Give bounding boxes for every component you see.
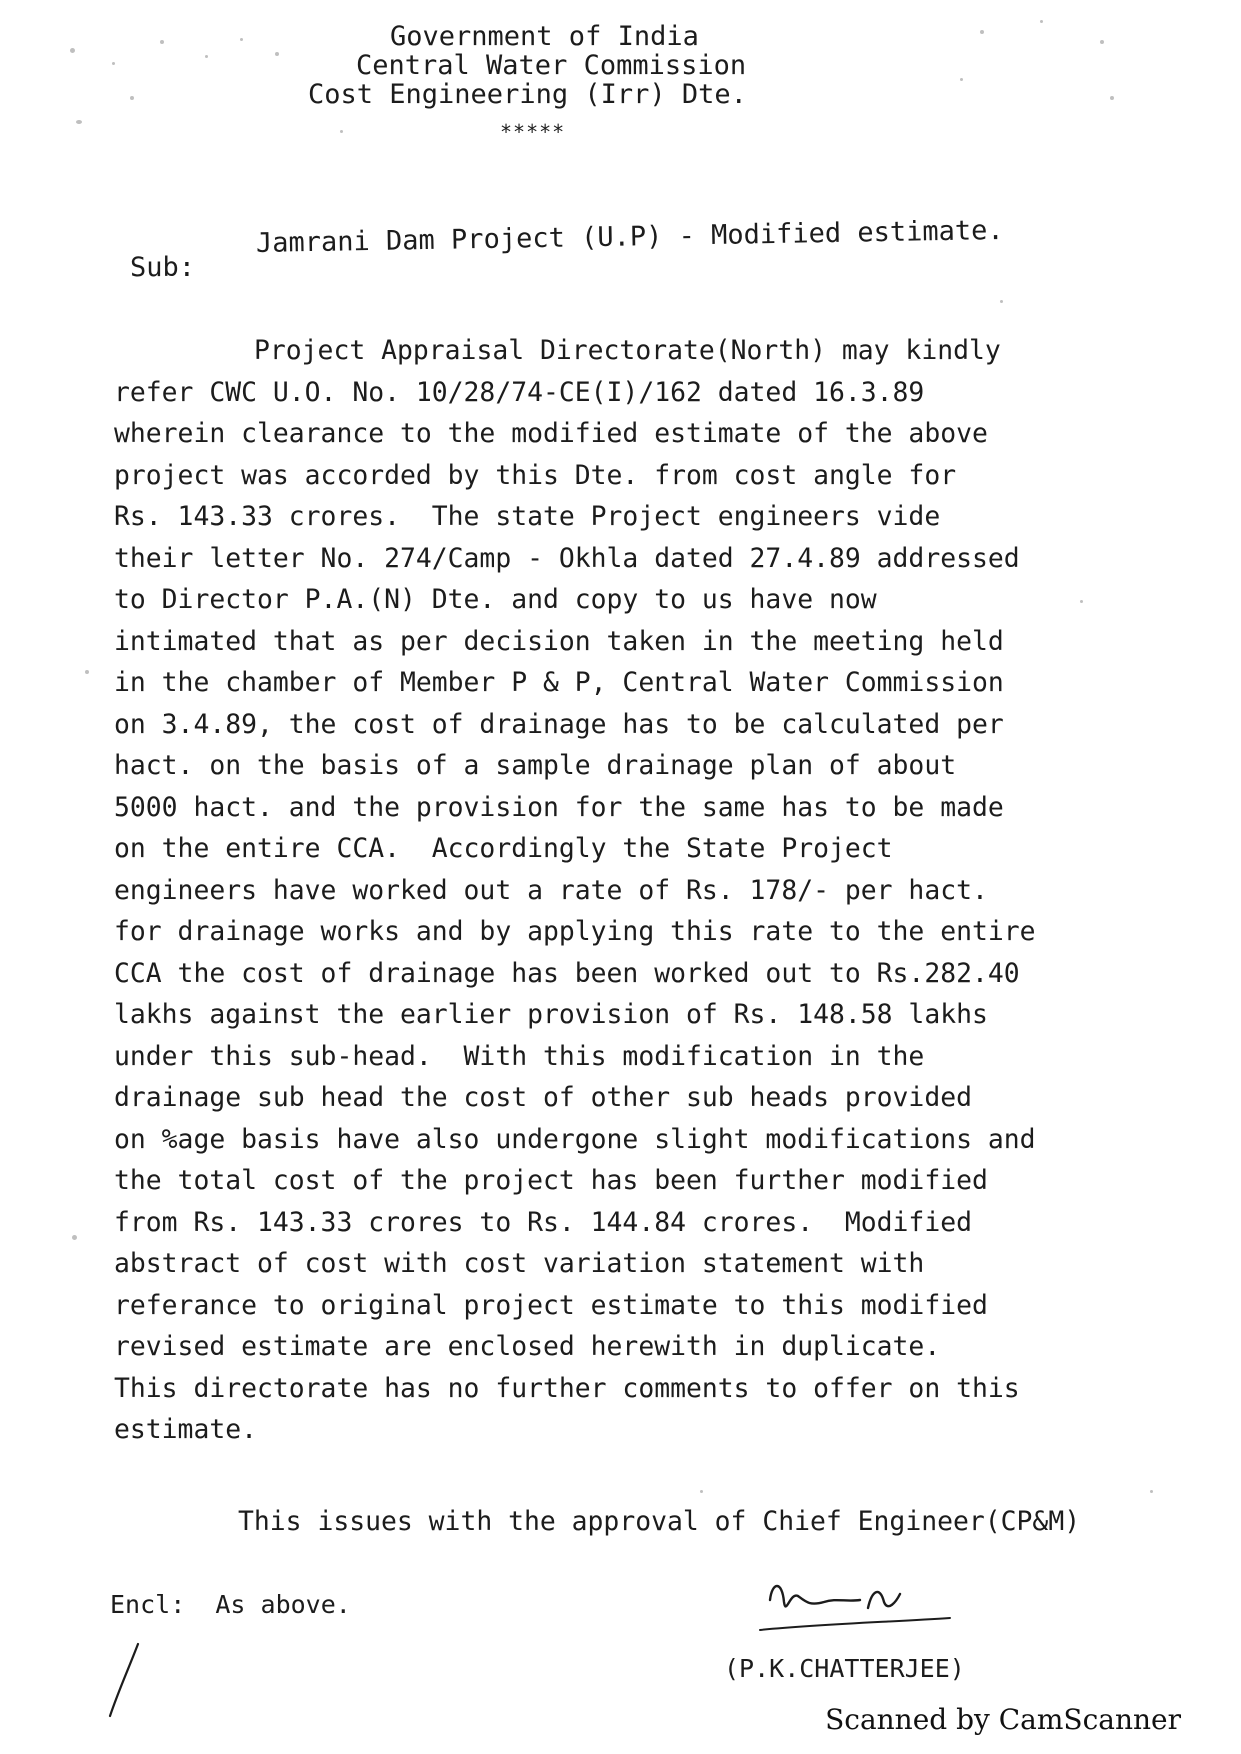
body-line: CCA the cost of drainage has been worked out to Rs.282.40 [114, 957, 1020, 989]
body-line: intimated that as per decision taken in the meeting held [114, 625, 1004, 657]
letterhead-line-3: Cost Engineering (Irr) Dte. [308, 79, 747, 110]
body-line: to Director P.A.(N) Dte. and copy to us have now [114, 584, 877, 615]
pen-mark [104, 1640, 144, 1720]
body-line: referance to original project estimate to this modified [114, 1289, 988, 1321]
body-line: on the entire CCA. Accordingly the State Project [114, 833, 893, 864]
body-line: abstract of cost with cost variation statement with [114, 1248, 925, 1279]
signer-name: (P.K.CHATTERJEE) [724, 1654, 965, 1683]
body-line: project was accorded by this Dte. from cost angle for [114, 459, 957, 491]
scanner-watermark: Scanned by CamScanner [825, 1703, 1181, 1736]
subject-label: Sub: [130, 252, 196, 283]
body-line: estimate. [114, 1414, 257, 1445]
enclosure-note: Encl: As above. [110, 1590, 351, 1619]
letterhead-line-1: Government of India [390, 21, 699, 52]
closing-line: This issues with the approval of Chief Engineer(CP&M) [238, 1506, 1081, 1537]
signature-scribble [750, 1572, 970, 1642]
body-line: hact. on the basis of a sample drainage plan of about [114, 750, 957, 781]
body-line: This directorate has no further comments to offer on this [114, 1372, 1020, 1404]
body-line: their letter No. 274/Camp - Okhla dated 27.4.89 addressed [114, 542, 1020, 574]
body-line: engineers have worked out a rate of Rs. 178/- per hact. [114, 874, 988, 906]
body-line: in the chamber of Member P & P, Central Water Commission [114, 667, 1004, 698]
body-line: on %age basis have also undergone slight modifications and [114, 1123, 1036, 1155]
letterhead-stars: ***** [500, 120, 566, 144]
subject-text: Jamrani Dam Project (U.P) - Modified estimate. [255, 214, 1004, 259]
body-line: under this sub-head. With this modification in the [114, 1040, 925, 1072]
body-line: drainage sub head the cost of other sub heads provided [114, 1082, 972, 1113]
body-line: 5000 hact. and the provision for the same has to be made [114, 791, 1004, 823]
body-line: Project Appraisal Directorate(North) may kindly [254, 335, 1001, 366]
letter-body [114, 330, 1124, 1451]
body-line: lakhs against the earlier provision of Rs. 148.58 lakhs [114, 999, 988, 1030]
body-line: refer CWC U.O. No. 10/28/74-CE(I)/162 dated 16.3.89 [114, 376, 925, 408]
body-line: revised estimate are enclosed herewith in duplicate. [114, 1331, 941, 1362]
body-line: Rs. 143.33 crores. The state Project engineers vide [114, 501, 941, 532]
body-line: wherein clearance to the modified estimate of the above [114, 418, 988, 449]
body-line: from Rs. 143.33 crores to Rs. 144.84 crores. Modified [114, 1206, 972, 1238]
body-line: the total cost of the project has been further modified [114, 1165, 988, 1196]
letterhead-line-2: Central Water Commission [356, 50, 747, 81]
body-line: for drainage works and by applying this rate to the entire [114, 916, 1036, 947]
body-line: on 3.4.89, the cost of drainage has to be calculated per [114, 708, 1004, 740]
